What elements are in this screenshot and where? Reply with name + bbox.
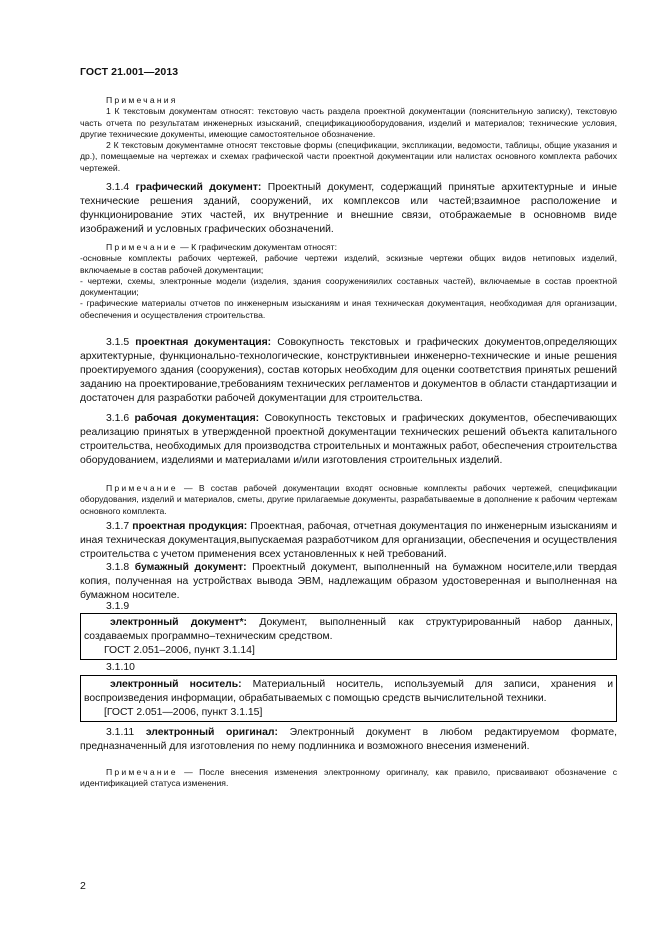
definition: Совокупность текстовых и графических документов,определяющих архитектурные, функционально-технологические, конструктивныеи инженерно-технические и иные решения проектируемого здания (сооружения), состав которых необходим для оценки соответствия принятых решений заданию на проектирование,требованиям технических регламентов и документов в области стандартизации и достаточен для разработки рабочей документации для строительства. — [80, 337, 617, 405]
note-title: Примечание — [106, 483, 178, 493]
definition: Проектный документ, выполненный на бумажном носителе,или твердая копия, полученная на устройствах вывода ЭВМ, надлежащим образом удостоверенная и выполненная на бумажном носителе. — [80, 562, 618, 602]
section-3-1-6 — [80, 412, 617, 468]
term: графический документ: — [135, 182, 262, 193]
note-text: — После внесения изменения электронному оригиналу, как правило, присваивают обозначение с идентификацией статуса изменения. — [80, 767, 617, 789]
note-electronic-original — [80, 767, 617, 790]
section-3-1-7 — [80, 520, 617, 562]
term: проектная продукция: — [132, 521, 248, 532]
term: бумажный документ: — [134, 562, 247, 573]
note-title: Примечание — [106, 242, 178, 252]
section-number: 3.1.7 — [106, 521, 130, 532]
definition: Проектный документ, содержащий принятые архитектурные и иные технические решения зданий, сооружений, их комплексов или частей;взаимное расположение и функционирование этих частей, их внутренние и внешние связи, отображаемые в основномв виде изображений и условных графических обозначений. — [80, 182, 617, 236]
page-header: ГОСТ 21.001—2013 — [80, 66, 179, 78]
definition: Материальный носитель, используемый для записи, хранения и воспроизведения информации, обрабатываемых с помощью средств вычислительной техники. — [84, 679, 614, 705]
page-number: 2 — [80, 880, 86, 892]
note-line-2: - чертежи, схемы, электронные модели (изделия, здания сооруженияилих составных частей), включаемые в состав проектной документации; — [80, 275, 617, 298]
note-item-1: 1 К текстовым документам относят: текстовую часть раздела проектной документации (пояснительную записку), текстовую часть отчета по результатам инженерных изысканий, спецификациюоборудования, изделий и материалов; технические условия, другие технические документы, имеющие самостоятельное обозначение. — [80, 106, 617, 139]
term: электронный документ*: — [110, 617, 247, 628]
note-line-3: - графические материалы отчетов по инженерным изысканиям и иная техническая документация, необходимая для организации, обеспечения и осуществления строительства. — [80, 298, 617, 320]
section-number: 3.1.8 — [106, 562, 130, 573]
section-3-1-10-box — [80, 675, 617, 722]
term: электронный носитель: — [110, 679, 242, 690]
term: проектная документация: — [135, 337, 272, 348]
note-title: Примечание — [106, 767, 178, 777]
definition: Документ, выполненный как структурированный набор данных, создаваемых программно–техническим средством. — [84, 617, 614, 643]
section-number: 3.1.4 — [106, 182, 130, 193]
definition: Проектная, рабочая, отчетная документация по инженерным изысканиям и иная техническая документация,выпускаемая разработчиком для организации, обеспечения и осуществления строительства с учетом применения всех установленных к ней требований. — [80, 521, 618, 561]
note-title: Примечания — [106, 95, 178, 105]
note-text-documents — [80, 95, 617, 174]
definition: Совокупность текстовых и графических документов, обеспечивающих реализацию принятых в утвержденной проектной документации технических решений объекта капитального строительства, необходимых для производства строительных и монтажных работ, обеспечения строительства оборудованием, изделиями и материалами и/или изготовления строительных изделий. — [80, 413, 617, 467]
reference: ГОСТ 2.051–2006, пункт 3.1.14] — [104, 645, 255, 657]
section-3-1-9-box — [80, 613, 617, 660]
section-number: 3.1.5 — [106, 337, 130, 348]
note-lead: — К графическим документам относят: — [177, 242, 338, 252]
note-graphic-documents — [80, 242, 617, 321]
section-number-3-1-10: 3.1.10 — [106, 662, 135, 673]
term: рабочая документация: — [134, 413, 260, 424]
section-3-1-11 — [80, 726, 617, 754]
reference: [ГОСТ 2.051—2006, пункт 3.1.15] — [104, 707, 263, 719]
note-line-1: -основные комплекты рабочих чертежей, рабочие чертежи изделий, эскизные чертежи общих видов нетиповых изделий, включаемые в состав рабочей документации; — [80, 253, 617, 275]
section-3-1-5 — [80, 336, 617, 406]
section-3-1-4 — [80, 181, 617, 237]
definition: Электронный документ в любом редактируемом формате, предназначенный для изготовления по нему подлинника и возможного внесения изменений. — [80, 727, 618, 753]
section-number: 3.1.11 — [106, 727, 135, 738]
note-item-2: 2 К текстовым документамне относят текстовые формы (спецификации, экспликации, ведомости, таблицы, общие указания и др.), помещаемые на чертежах и схемах графической части проектной документации или налистах основного комплекта рабочих чертежей. — [80, 140, 617, 173]
note-working-documents — [80, 483, 617, 517]
term: электронный оригинал: — [145, 727, 278, 738]
section-3-1-8 — [80, 561, 617, 603]
section-number-3-1-9: 3.1.9 — [106, 601, 130, 612]
section-number: 3.1.6 — [106, 413, 130, 424]
note-text: — В состав рабочей документации входят основные комплекты рабочих чертежей, спецификации оборудования, изделий и материалов, сметы, другие прилагаемые документы, разрабатываемые в дополнение к рабочим чертежам основного комплекта. — [80, 483, 617, 516]
